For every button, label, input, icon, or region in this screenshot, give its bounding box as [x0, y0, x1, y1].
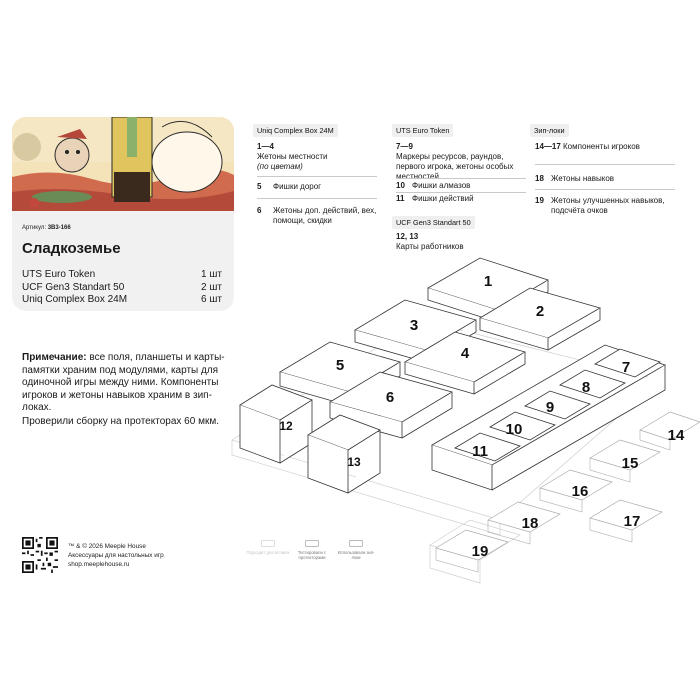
box-label-3: 3: [409, 317, 419, 334]
legend-entry: 1—4 Жетоны местности (по цветам): [257, 142, 328, 171]
box-label-13: 13: [347, 455, 361, 469]
note-paragraph: [22, 352, 232, 415]
product-row: [22, 294, 222, 307]
article-number: [22, 225, 71, 231]
legend-entry: 6 Жетоны доп. действий, вех, помощи, скидки: [257, 206, 377, 225]
organizer-diagram: [228, 238, 700, 588]
article-code: 3B3-166: [47, 225, 71, 231]
qr-code-icon: [22, 537, 58, 573]
zip-label-19: 19: [471, 543, 489, 560]
box-label-1: 1: [483, 273, 493, 290]
box-label-12: 12: [279, 419, 293, 433]
product-qty: 1 шт: [201, 269, 222, 280]
product-qty: 6 шт: [201, 294, 222, 305]
tagline: Аксессуары для настольных игр: [68, 552, 164, 559]
cell-label-7: 7: [621, 359, 631, 376]
zip-label-15: 15: [621, 455, 639, 472]
divider: [257, 198, 377, 199]
note-label: Примечание:: [22, 352, 87, 363]
zip-label-18: 18: [521, 515, 539, 532]
badge-ziplock: Использовали зип-локи: [334, 540, 378, 560]
product-name: UCF Gen3 Standart 50: [22, 281, 125, 293]
badge-protectors: Тестировали с протекторами: [290, 540, 334, 560]
cell-label-10: 10: [505, 421, 523, 438]
legend-entry: 14—17 Компоненты игроков: [535, 142, 640, 151]
copyright: ™ & © 2026 Meeple House: [68, 543, 146, 550]
box-label-5: 5: [335, 357, 345, 374]
column-header-euro-token: UTS Euro Token: [392, 124, 453, 137]
divider: [535, 189, 675, 190]
product-name: Uniq Complex Box 24M: [22, 294, 128, 305]
cell-label-9: 9: [545, 399, 555, 416]
note-protectors: Проверили сборку на протекторах 60 мкм.: [22, 416, 219, 427]
product-qty: 2 шт: [201, 281, 222, 293]
cell-label-8: 8: [581, 379, 591, 396]
legend-entry: 11 Фишки действий: [396, 194, 474, 203]
box-label-4: 4: [460, 345, 470, 362]
box-artwork: [12, 117, 234, 211]
footer-info: [68, 542, 164, 569]
divider: [535, 164, 675, 165]
column-header-ucf: UCF Gen3 Standart 50: [392, 216, 475, 229]
box-label-2: 2: [535, 303, 545, 320]
website-link[interactable]: shop.meeplehouse.ru: [68, 561, 130, 568]
product-list: [22, 269, 222, 307]
product-row: [22, 269, 222, 282]
legend-entry: 7—9 Маркеры ресурсов, раундов, первого игрока, жетоны особых местностей: [396, 142, 514, 181]
column-header-complex-box: Uniq Complex Box 24M: [253, 124, 338, 137]
product-row: [22, 282, 222, 295]
game-title: Сладкоземье: [22, 240, 121, 257]
cell-label-11: 11: [472, 443, 488, 460]
legend-entry: 18 Жетоны навыков: [535, 174, 615, 183]
divider: [396, 178, 526, 179]
legend-entry: 19 Жетоны улучшенных навыков, подсчёта очков: [535, 196, 665, 215]
note-text: все поля, планшеты и карты-памятки храним под модулями, карты для одиночной игры между ними. Компоненты игроков и жетоны навыков храним в зип-локах.: [22, 352, 225, 414]
legend-entry: 12, 13 Карты работников: [396, 232, 464, 251]
badge-inserts: Подходит для вставок: [246, 540, 290, 555]
zip-label-17: 17: [623, 513, 641, 530]
legend-entry: 10 Фишки алмазов: [396, 181, 471, 190]
divider: [257, 176, 377, 177]
article-label: Артикул:: [22, 225, 47, 231]
box-label-6: 6: [385, 389, 395, 406]
product-name: UTS Euro Token: [22, 269, 96, 280]
zip-label-16: 16: [571, 483, 589, 500]
zip-label-14: 14: [667, 427, 685, 444]
legend-entry: 5 Фишки дорог: [257, 182, 322, 191]
column-header-ziplock: Зип-локи: [530, 124, 569, 137]
divider: [396, 192, 526, 193]
